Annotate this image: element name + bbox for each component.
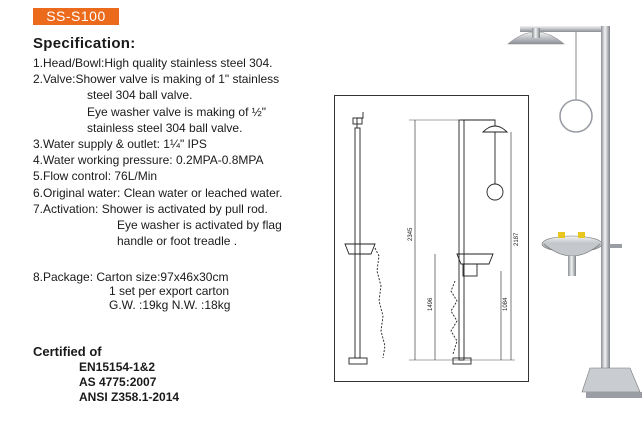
spec-heading: Specification: — [33, 35, 136, 52]
package-units: 1 set per export carton — [109, 284, 230, 298]
spec-line: stainless steel 304 ball valve. — [87, 120, 243, 135]
package-info — [33, 270, 230, 312]
spec-line: steel 304 ball valve. — [87, 88, 193, 103]
photo-treadle-shape — [582, 368, 640, 392]
dim-valve-label: 1084 — [503, 297, 509, 311]
spec-line: 7.Activation: Shower is activated by pull rod. — [33, 201, 268, 216]
side-valve-shape — [353, 118, 362, 124]
spec-line: Eye washer is activated by flag — [117, 217, 282, 232]
spec-line: 5.Flow control: 76L/Min — [33, 169, 158, 184]
cert-item: AS 4775:2007 — [79, 375, 157, 389]
spec-line: 1.Head/Bowl:High quality stainless steel 304. — [33, 56, 273, 70]
spec-line: 3.Water supply & outlet: 1¼" IPS — [33, 136, 207, 151]
spec-line: 6.Original water: Clean water or leached water. — [33, 185, 283, 200]
side-base-shape — [349, 358, 367, 364]
photo-base-shape — [586, 392, 642, 398]
photo-bowl-drain-shape — [568, 256, 576, 276]
photo-shower-neck-shape — [532, 28, 540, 38]
side-chain-shape — [375, 248, 385, 358]
model-badge: SS-S100 — [33, 8, 119, 25]
product-photo — [490, 0, 644, 421]
spec-line: handle or foot treadle . — [117, 234, 238, 249]
cert-item: ANSI Z358.1-2014 — [79, 390, 180, 404]
package-weight: G.W. :19kg N.W. :18kg — [109, 298, 231, 312]
spec-line: 2.Valve:Shower valve is making of 1" stainless — [33, 72, 280, 87]
front-pole-shape — [459, 120, 464, 360]
spec-line: Eye washer valve is making of ½" — [87, 104, 267, 119]
spec-line: 4.Water working pressure: 0.2MPA-0.8MPA — [33, 153, 264, 168]
dim-bowl-label: 1496 — [428, 297, 434, 311]
front-chain-shape — [451, 281, 457, 354]
cert-item: EN15154-1&2 — [79, 360, 156, 374]
front-bowl-shape — [457, 254, 493, 264]
package-label: 8.Package: Carton size:97x46x30cm — [33, 270, 229, 284]
front-valve-box-shape — [463, 264, 477, 276]
dim-shower-label: 2187 — [514, 232, 520, 246]
certified-heading: Certified of — [33, 344, 102, 359]
photo-nozzle-left-shape — [558, 232, 565, 238]
photo-flag-handle-shape — [608, 244, 622, 248]
photo-pole-shape — [601, 26, 610, 386]
side-pole-shape — [355, 128, 360, 358]
photo-nozzle-right-shape — [578, 232, 585, 238]
photo-bowl-body-shape — [544, 244, 600, 256]
photo-pull-ring-shape — [560, 100, 592, 132]
spec-list — [33, 55, 282, 249]
front-base-shape — [453, 358, 471, 364]
certified-list — [79, 360, 179, 405]
dim-total-label: 2345 — [408, 227, 414, 241]
